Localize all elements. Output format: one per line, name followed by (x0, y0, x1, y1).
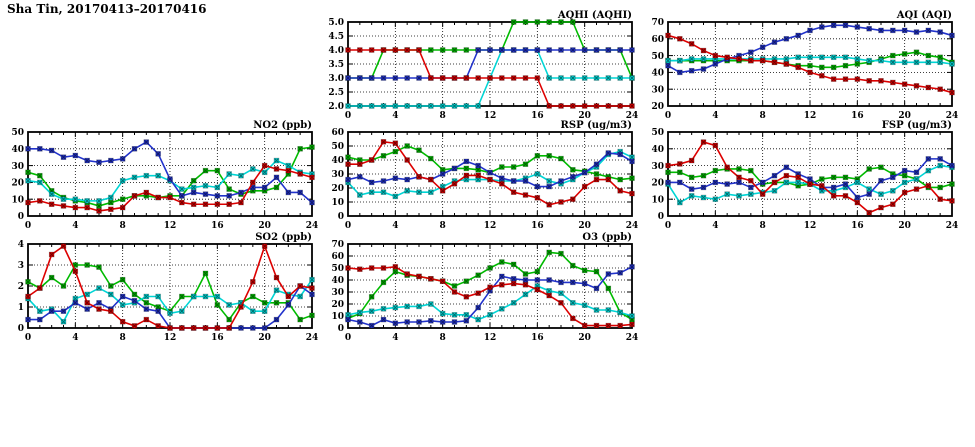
chart-fsp (640, 118, 975, 230)
chart-title: AQHI (AQHI) (557, 10, 632, 21)
y-tick-label: 10 (651, 195, 664, 206)
y-tick-label: 3 (17, 261, 24, 272)
y-tick-label: 50 (331, 264, 344, 275)
y-tick-label: 60 (331, 252, 344, 263)
chart-rsp (320, 118, 655, 230)
x-tick-label: 4 (712, 111, 719, 120)
y-tick-label: 40 (331, 276, 344, 287)
y-tick-label: 40 (11, 145, 24, 155)
y-tick-label: 5.0 (328, 18, 344, 29)
x-tick-label: 4 (72, 221, 79, 230)
chart-aqi (640, 8, 975, 120)
y-tick-label: 2.0 (328, 102, 344, 113)
x-tick-label: 16 (211, 221, 224, 230)
x-tick-label: 24 (625, 333, 639, 342)
x-tick-label: 20 (898, 111, 911, 120)
x-tick-label: 0 (344, 221, 352, 230)
x-tick-label: 0 (664, 111, 672, 120)
y-tick-label: 30 (651, 161, 664, 172)
y-tick-label: 30 (331, 288, 344, 299)
y-tick-label: 10 (11, 195, 24, 206)
x-tick-label: 24 (945, 221, 959, 230)
x-tick-label: 20 (898, 221, 911, 230)
chart-title: RSP (ug/m3) (560, 120, 632, 131)
y-tick-label: 4.5 (328, 32, 344, 43)
x-tick-label: 24 (625, 221, 639, 230)
y-tick-label: 0 (337, 324, 344, 335)
y-tick-label: 30 (651, 85, 664, 96)
x-tick-label: 20 (258, 333, 271, 342)
chart-no2 (0, 118, 335, 230)
x-tick-label: 12 (163, 333, 177, 342)
y-tick-label: 60 (331, 128, 344, 139)
x-tick-label: 8 (439, 111, 446, 120)
x-tick-label: 4 (392, 221, 399, 230)
x-tick-label: 0 (24, 333, 32, 342)
y-tick-label: 20 (331, 300, 344, 311)
chart-aqhi (320, 8, 655, 120)
y-tick-label: 0 (17, 324, 24, 335)
x-tick-label: 8 (759, 111, 766, 120)
x-tick-label: 8 (439, 221, 446, 230)
y-tick-label: 4.0 (328, 46, 344, 57)
x-tick-label: 24 (945, 111, 959, 120)
x-tick-label: 0 (344, 333, 352, 342)
x-tick-label: 8 (439, 333, 446, 342)
y-tick-label: 30 (11, 161, 24, 172)
x-tick-label: 16 (531, 333, 544, 342)
x-tick-label: 20 (578, 111, 591, 120)
chart-title: SO2 (ppb) (255, 232, 312, 243)
x-tick-label: 16 (211, 333, 224, 342)
x-tick-label: 4 (392, 333, 399, 342)
y-tick-label: 40 (651, 68, 664, 79)
aqhi-plot-svg (320, 8, 655, 120)
y-tick-label: 3.0 (328, 74, 344, 85)
x-tick-label: 8 (119, 333, 126, 342)
y-tick-label: 4 (17, 240, 24, 251)
y-tick-label: 70 (651, 18, 664, 29)
x-tick-label: 12 (803, 221, 817, 230)
y-tick-label: 0 (657, 212, 664, 223)
x-tick-label: 4 (392, 111, 399, 120)
x-tick-label: 24 (305, 333, 319, 342)
x-tick-label: 0 (344, 111, 352, 120)
fsp-plot-svg (640, 118, 975, 230)
y-tick-label: 40 (651, 145, 664, 155)
chart-so2 (0, 230, 335, 342)
y-tick-label: 0 (337, 212, 344, 223)
y-tick-label: 1 (17, 303, 24, 314)
x-tick-label: 20 (578, 221, 591, 230)
y-tick-label: 40 (331, 156, 344, 167)
x-tick-label: 12 (803, 111, 817, 120)
x-tick-label: 8 (119, 221, 126, 230)
y-tick-label: 2 (17, 282, 24, 293)
y-tick-label: 50 (331, 142, 344, 153)
y-tick-label: 60 (651, 35, 664, 45)
x-tick-label: 16 (531, 111, 544, 120)
y-tick-label: 20 (651, 102, 664, 113)
x-tick-label: 16 (531, 221, 544, 230)
y-tick-label: 10 (331, 312, 344, 323)
x-tick-label: 12 (483, 221, 497, 230)
y-tick-label: 0 (17, 212, 24, 223)
y-tick-label: 30 (331, 170, 344, 181)
y-tick-label: 20 (651, 178, 664, 189)
y-tick-label: 20 (11, 178, 24, 189)
o3-plot-svg (320, 230, 655, 342)
chart-title: FSP (ug/m3) (881, 120, 952, 131)
chart-title: O3 (ppb) (582, 232, 632, 243)
y-tick-label: 10 (331, 198, 344, 209)
x-tick-label: 4 (72, 333, 79, 342)
x-tick-label: 12 (483, 111, 497, 120)
x-tick-label: 24 (305, 221, 319, 230)
y-tick-label: 50 (651, 51, 664, 62)
x-tick-label: 0 (24, 221, 32, 230)
x-tick-label: 12 (483, 333, 497, 342)
chart-title: NO2 (ppb) (253, 120, 312, 131)
x-tick-label: 12 (163, 221, 177, 230)
aqi-plot-svg (640, 8, 975, 120)
chart-o3 (320, 230, 655, 342)
x-tick-label: 20 (258, 221, 271, 230)
x-tick-label: 24 (625, 111, 639, 120)
x-tick-label: 16 (851, 221, 864, 230)
x-tick-label: 4 (712, 221, 719, 230)
so2-plot-svg (0, 230, 335, 342)
x-tick-label: 16 (851, 111, 864, 120)
x-tick-label: 8 (759, 221, 766, 230)
chart-title: AQI (AQI) (896, 10, 952, 21)
y-tick-label: 70 (331, 240, 344, 251)
x-tick-label: 20 (578, 333, 591, 342)
y-tick-label: 50 (651, 128, 664, 139)
y-tick-label: 2.5 (328, 88, 344, 99)
y-tick-label: 50 (11, 128, 24, 139)
rsp-plot-svg (320, 118, 655, 230)
y-tick-label: 3.5 (328, 60, 344, 71)
x-tick-label: 0 (664, 221, 672, 230)
y-tick-label: 20 (331, 184, 344, 195)
no2-plot-svg (0, 118, 335, 230)
page-title: Sha Tin, 20170413–20170416 (7, 2, 207, 16)
